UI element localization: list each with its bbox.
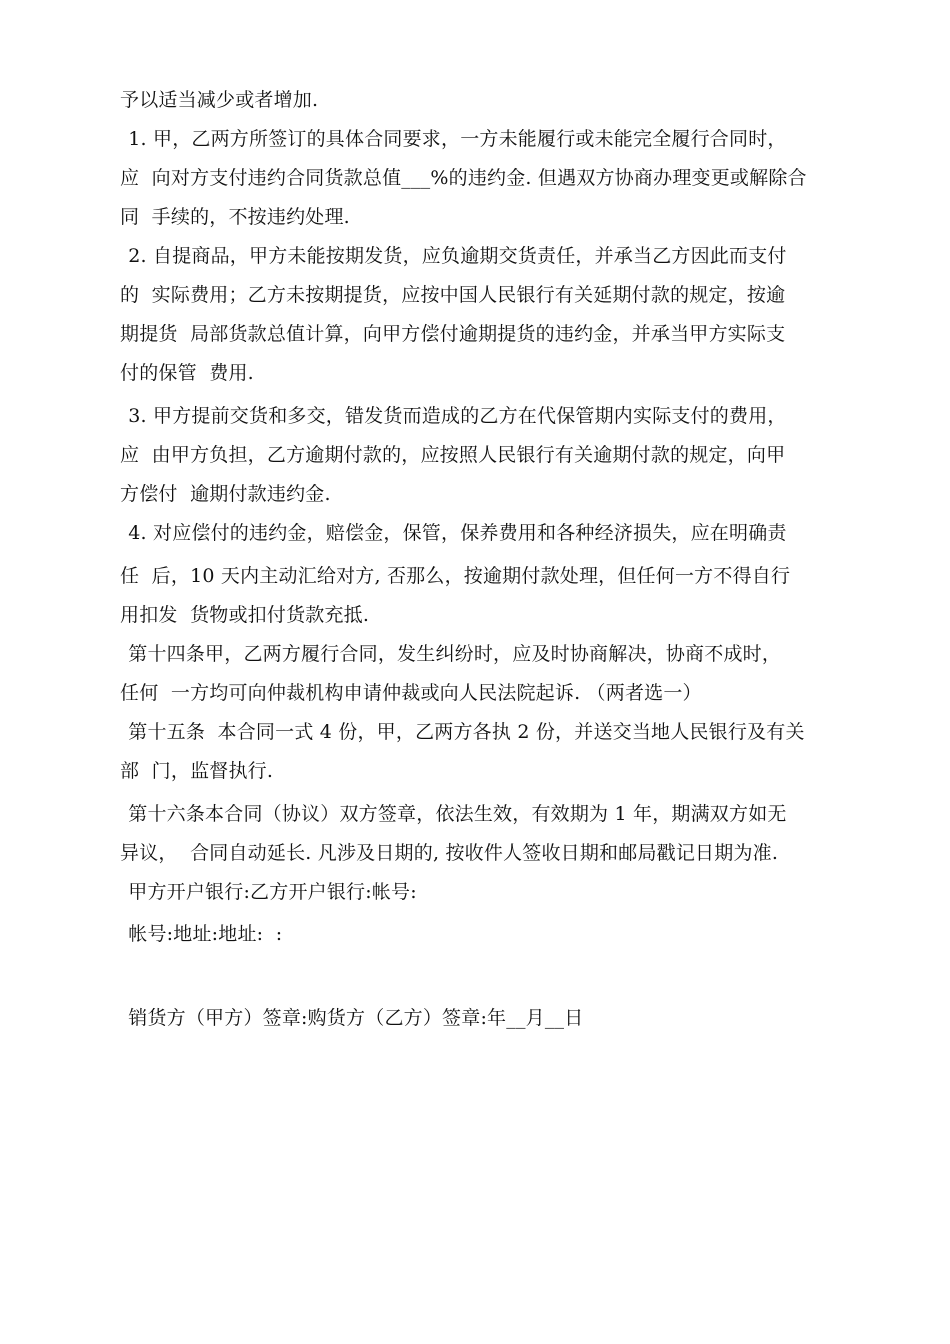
text-line: 期提货 局部货款总值计算，向甲方偿付逾期提货的违约金，并承当甲方实际支: [120, 323, 786, 345]
text-line: 销货方（甲方）签章:购货方（乙方）签章:年__月__日: [122, 1007, 584, 1029]
text-line: 异议， 合同自动延长. 凡涉及日期的, 按收件人签收日期和邮局戳记日期为准.: [120, 842, 779, 864]
text-line: 2. 自提商品，甲方未能按期发货，应负逾期交货责任，并承当乙方因此而支付: [122, 245, 787, 267]
text-line: 第十六条本合同（协议）双方签章，依法生效，有效期为 1 年，期满双方如无: [122, 803, 787, 825]
text-line: 应 向对方支付违约合同货款总值___%的违约金. 但遇双方协商办理变更或解除合: [120, 167, 807, 189]
text-line: 帐号:地址:地址: :: [122, 923, 283, 945]
text-line: 3. 甲方提前交货和多交，错发货而造成的乙方在代保管期内实际支付的费用，: [122, 405, 787, 427]
text-line: 第十四条甲，乙两方履行合同，发生纠纷时，应及时协商解决，协商不成时，: [122, 643, 782, 665]
text-line: 予以适当减少或者增加.: [120, 89, 319, 111]
text-line: 应 由甲方负担，乙方逾期付款的，应按照人民银行有关逾期付款的规定，向甲: [120, 444, 786, 466]
text-line: 同 手续的，不按违约处理.: [120, 206, 350, 228]
text-line: 4. 对应偿付的违约金，赔偿金，保管，保养费用和各种经济损失，应在明确责: [122, 522, 787, 544]
text-line: 的 实际费用；乙方未按期提货，应按中国人民银行有关延期付款的规定，按逾: [120, 284, 786, 306]
text-line: 1. 甲，乙两方所签订的具体合同要求，一方未能履行或未能完全履行合同时，: [122, 128, 787, 150]
text-line: 付的保管 费用.: [120, 362, 254, 384]
text-line: 甲方开户银行:乙方开户银行:帐号:: [122, 881, 417, 903]
text-line: 部 门，监督执行.: [120, 760, 274, 782]
text-line: 用扣发 货物或扣付货款充抵.: [120, 604, 370, 626]
text-line: 任何 一方均可向仲裁机构申请仲裁或向人民法院起诉. （两者选一）: [120, 682, 702, 704]
text-line: 任 后，10 天内主动汇给对方, 否那么，按逾期付款处理，但任何一方不得自行: [120, 565, 791, 587]
text-line: 方偿付 逾期付款违约金.: [120, 483, 331, 505]
text-line: 第十五条 本合同一式 4 份，甲，乙两方各执 2 份，并送交当地人民银行及有关: [122, 721, 805, 743]
